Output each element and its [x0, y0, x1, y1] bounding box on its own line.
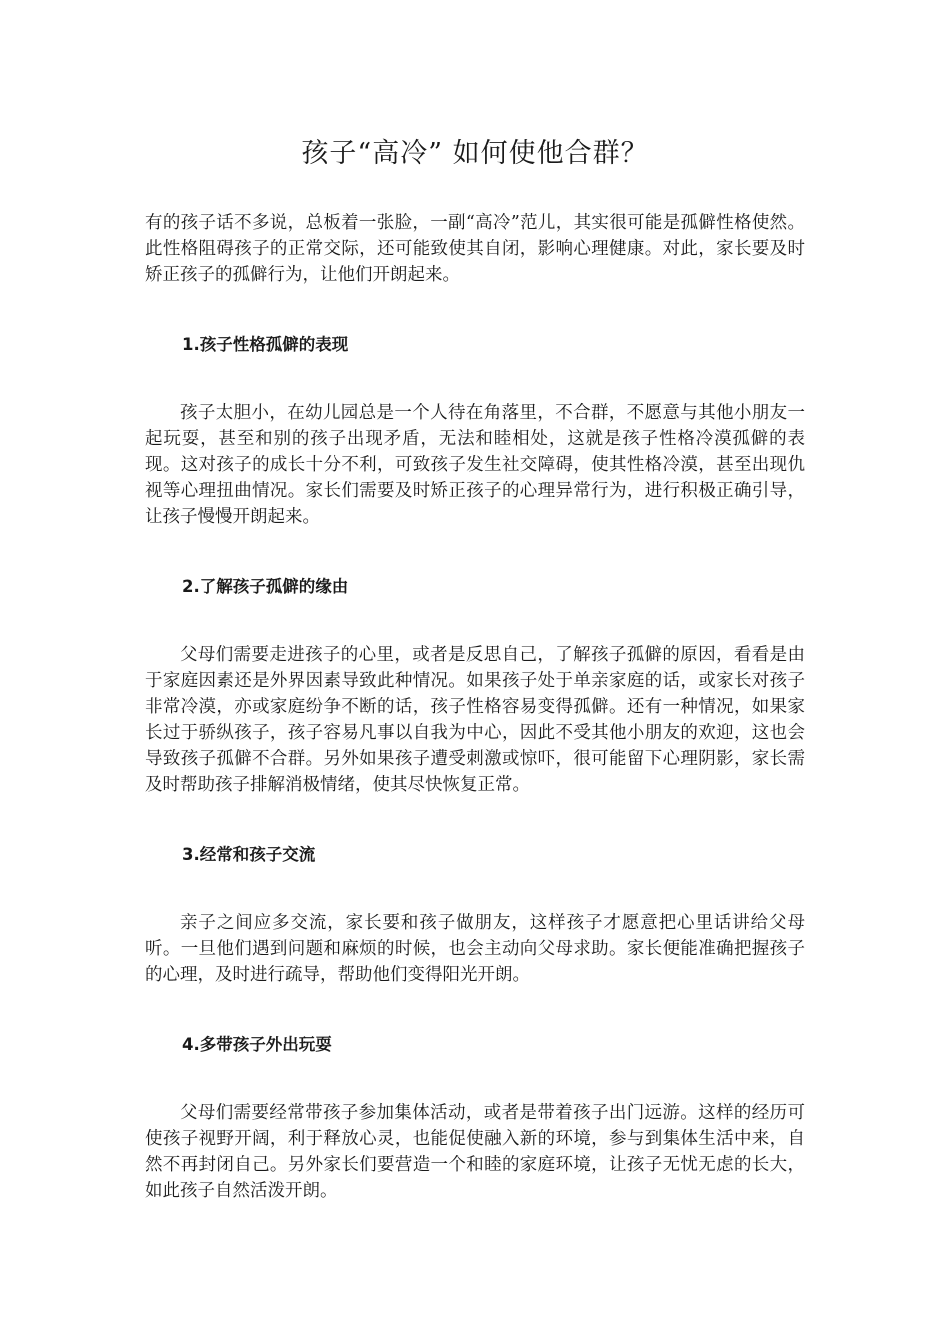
section-heading-2: 2.了解孩子孤僻的缘由: [182, 577, 349, 596]
section-heading-1: 1.孩子性格孤僻的表现: [182, 335, 349, 354]
section-body-3: 亲子之间应多交流，家长要和孩子做朋友，这样孩子才愿意把心里话讲给父母听。一旦他们遇到问题和麻烦的时候，也会主动向父母求助。家长便能准确把握孩子的心理，及时进行疏导，帮助他们变得阳光开朗。: [145, 913, 805, 985]
section-heading-3: 3.经常和孩子交流: [182, 845, 316, 864]
section-heading-4: 4.多带孩子外出玩耍: [182, 1035, 332, 1054]
intro-paragraph: 有的孩子话不多说，总板着一张脸，一副“高冷”范儿，其实很可能是孤僻性格使然。此性格阻碍孩子的正常交际，还可能致使其自闭，影响心理健康。对此，家长要及时矫正孩子的孤僻行为，让他们开朗起来。: [145, 213, 805, 285]
section-body-2: 父母们需要走进孩子的心里，或者是反思自己，了解孩子孤僻的原因，看看是由于家庭因素还是外界因素导致此种情况。如果孩子处于单亲家庭的话，或家长对孩子非常冷漠，亦或家庭纷争不断的话，孩子性格容易变得孤僻。还有一种情况，如果家长过于骄纵孩子，孩子容易凡事以自我为中心，因此不受其他小朋友的欢迎，这也会导致孩子孤僻不合群。另外如果孩子遭受刺激或惊吓，很可能留下心理阴影，家长需及时帮助孩子排解消极情绪，使其尽快恢复正常。: [145, 645, 805, 795]
section-body-1: 孩子太胆小，在幼儿园总是一个人待在角落里，不合群，不愿意与其他小朋友一起玩耍，甚至和别的孩子出现矛盾，无法和睦相处，这就是孩子性格冷漠孤僻的表现。这对孩子的成长十分不利，可致孩子发生社交障碍，使其性格冷漠，甚至出现仇视等心理扭曲情况。家长们需要及时矫正孩子的心理异常行为，进行积极正确引导，让孩子慢慢开朗起来。: [145, 403, 805, 527]
page-title: 孩子“高冷” 如何使他合群？: [301, 138, 649, 169]
article-body: [145, 210, 805, 1204]
section-body-4: 父母们需要经常带孩子参加集体活动，或者是带着孩子出门远游。这样的经历可使孩子视野开阔，利于释放心灵，也能促使融入新的环境，参与到集体生活中来，自然不再封闭自己。另外家长们要营造一个和睦的家庭环境，让孩子无忧无虑的长大，如此孩子自然活泼开朗。: [145, 1103, 805, 1201]
